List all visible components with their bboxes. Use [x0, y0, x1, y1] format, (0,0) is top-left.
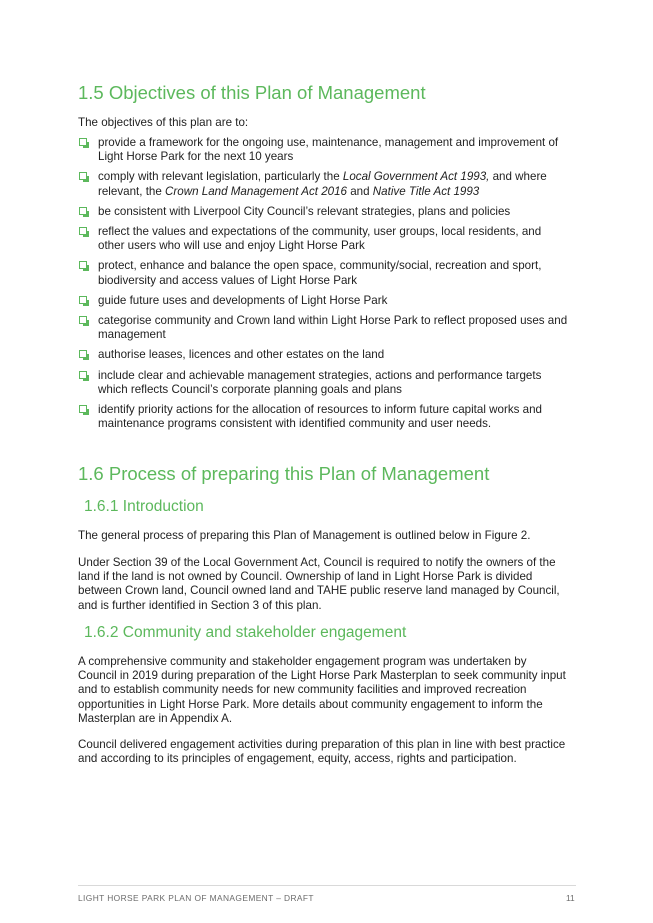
- objective-text: guide future uses and developments of Light Horse Park: [98, 293, 388, 307]
- objectives-intro: The objectives of this plan are to:: [78, 116, 249, 129]
- objective-item: [78, 136, 570, 164]
- objective-item: [78, 170, 570, 198]
- footer-document-title: LIGHT HORSE PARK PLAN OF MANAGEMENT – DRAFT: [78, 893, 314, 903]
- objective-text: reflect the values and expectations of the community, user groups, local residents, and other users who will use and enjoy Light Horse Park: [98, 225, 542, 253]
- section-heading-objectives: 1.5 Objectives of this Plan of Management: [78, 82, 426, 103]
- footer-page-number: 11: [566, 893, 575, 903]
- footer-divider: [78, 885, 576, 886]
- objective-text: comply with relevant legislation, particularly the: [98, 170, 343, 184]
- checkbox-bullet-icon: [79, 207, 87, 215]
- objective-italic-text: Local Government Act 1993,: [342, 170, 490, 184]
- subsection-heading-introduction: 1.6.1 Introduction: [84, 498, 204, 515]
- objective-item: [78, 259, 570, 287]
- objective-item: [78, 225, 570, 253]
- introduction-paragraph-1: The general process of preparing this Plan of Management is outlined below in Figure 2.: [78, 529, 531, 542]
- objective-italic-text: Crown Land Management Act 2016: [165, 184, 347, 198]
- objective-item: [78, 294, 570, 308]
- checkbox-bullet-icon: [79, 261, 87, 269]
- objective-item: [78, 314, 570, 342]
- objective-text: and: [347, 184, 373, 198]
- objective-text: be consistent with Liverpool City Council’s relevant strategies, plans and policies: [98, 204, 511, 218]
- objective-text: categorise community and Crown land within Light Horse Park to reflect proposed uses and management: [98, 314, 568, 342]
- checkbox-bullet-icon: [79, 172, 87, 180]
- objective-text: protect, enhance and balance the open space, community/social, recreation and sport, biodiversity and access values of Light Horse Park: [98, 259, 542, 287]
- objective-item: [78, 403, 570, 431]
- engagement-paragraph-1: A comprehensive community and stakeholder engagement program was undertaken by Council in 2019 during preparation of the Light Horse Park Masterplan to seek community input and to establish community needs for new community facilities and improved recreation opportunities in Light Horse Park. More details about community engagement to inform the Masterplan are in Appendix A.: [78, 655, 566, 725]
- objective-text: identify priority actions for the allocation of resources to inform future capital works and maintenance programs consistent with identified community and user needs.: [98, 403, 542, 431]
- checkbox-bullet-icon: [79, 350, 87, 358]
- objective-item: [78, 348, 570, 362]
- introduction-paragraph-2: Under Section 39 of the Local Government Act, Council is required to notify the owners of the land if the land is not owned by Council. Ownership of land in Light Horse Park is divided between Crown land, Council owned land and TAHE public reserve land managed by Council, and is further identified in Section 3 of this plan.: [78, 556, 560, 612]
- checkbox-bullet-icon: [79, 296, 87, 304]
- subsection-heading-engagement: 1.6.2 Community and stakeholder engagement: [84, 624, 407, 641]
- objective-item: [78, 205, 570, 219]
- checkbox-bullet-icon: [79, 371, 87, 379]
- objective-text: authorise leases, licences and other estates on the land: [98, 348, 385, 362]
- engagement-paragraph-2: Council delivered engagement activities during preparation of this plan in line with best practice and according to its principles of engagement, equity, access, rights and participation.: [78, 738, 566, 766]
- objective-item: [78, 369, 570, 397]
- objectives-list: [78, 136, 570, 437]
- checkbox-bullet-icon: [79, 227, 87, 235]
- section-heading-process: 1.6 Process of preparing this Plan of Management: [78, 463, 490, 484]
- objective-text: provide a framework for the ongoing use, maintenance, management and improvement of Light Horse Park for the next 10 years: [98, 136, 559, 164]
- objective-italic-text: Native Title Act 1993: [372, 184, 480, 198]
- checkbox-bullet-icon: [79, 405, 87, 413]
- objective-text: include clear and achievable management strategies, actions and performance targets which reflects Council’s corporate planning goals and plans: [98, 368, 542, 396]
- checkbox-bullet-icon: [79, 316, 87, 324]
- objective-text: and where relevant, the: [98, 170, 547, 198]
- checkbox-bullet-icon: [79, 138, 87, 146]
